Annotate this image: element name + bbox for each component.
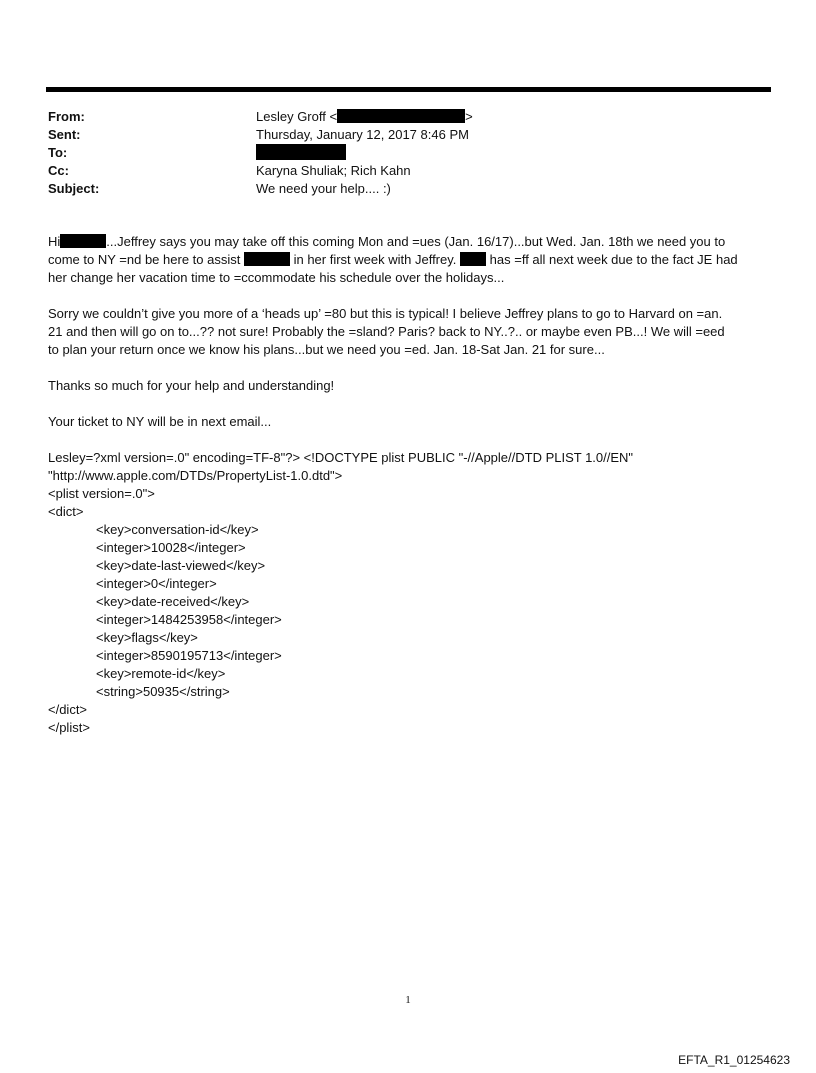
subject-row <box>48 180 768 198</box>
code-line: <key>flags</key> <box>96 630 198 645</box>
code-line: <integer>8590195713</integer> <box>96 648 282 663</box>
body-text: has =ff all next week due to the fact JE had <box>489 252 738 267</box>
to-row <box>48 144 768 162</box>
code-line: <key>date-last-viewed</key> <box>96 558 266 573</box>
code-line: <plist version=.0"> <box>48 486 155 501</box>
greeting: Hi <box>48 234 61 249</box>
code-line: <integer>0</integer> <box>96 576 217 591</box>
cc-label: Cc: <box>48 163 69 178</box>
from-close: > <box>465 109 473 124</box>
subject-label: Subject: <box>48 181 100 196</box>
code-line: <dict> <box>48 504 84 519</box>
code-line: Lesley=?xml version=.0" encoding=TF-8"?> <!DOCTYPE plist PUBLIC "-//Apple//DTD PLIST 1.0//EN" <box>48 450 634 465</box>
code-line: <integer>1484253958</integer> <box>96 612 282 627</box>
code-line: <key>date-received</key> <box>96 594 250 609</box>
paragraph-2 <box>48 305 773 359</box>
body-text: in her first week with Jeffrey. <box>293 252 457 267</box>
cc-value: Karyna Shuliak; Rich Kahn <box>256 163 411 178</box>
redaction-box <box>244 252 290 266</box>
body-text: come to NY =nd be here to assist <box>48 252 241 267</box>
to-value <box>256 144 346 163</box>
code-line: <key>conversation-id</key> <box>96 522 259 537</box>
redaction-box <box>460 252 486 266</box>
code-line: <integer>10028</integer> <box>96 540 246 555</box>
code-line: <string>50935</string> <box>96 684 230 699</box>
sent-value: Thursday, January 12, 2017 8:46 PM <box>256 127 469 142</box>
email-header <box>48 108 768 198</box>
from-value <box>256 108 473 126</box>
body-text: to plan your return once we know his plans...but we need you =ed. Jan. 18-Sat Jan. 21 for sure... <box>48 342 605 357</box>
from-name: Lesley Groff < <box>256 109 338 124</box>
header-rule <box>46 87 771 92</box>
page-number: 1 <box>405 994 411 1006</box>
subject-value: We need your help.... :) <box>256 181 391 196</box>
redaction-box <box>256 144 346 160</box>
body-text: 21 and then will go on to...?? not sure! Probably the =sland? Paris? back to NY..?.. or maybe even PB...! We will =eed <box>48 324 725 339</box>
body-text: Sorry we couldn’t give you more of a ‘heads up’ =80 but this is typical! I believe Jeffrey plans to go to Harvard on =an. <box>48 306 723 321</box>
paragraph-4: Your ticket to NY will be in next email... <box>48 414 272 429</box>
sent-label: Sent: <box>48 127 81 142</box>
code-line: </plist> <box>48 720 90 735</box>
paragraph-1 <box>48 233 773 287</box>
body-text: ...Jeffrey says you may take off this coming Mon and =ues (Jan. 16/17)...but Wed. Jan. 18th we need you to <box>106 234 726 249</box>
plist-code <box>48 449 633 737</box>
paragraph-3: Thanks so much for your help and understanding! <box>48 378 335 393</box>
from-label: From: <box>48 109 85 124</box>
code-line: "http://www.apple.com/DTDs/PropertyList-1.0.dtd"> <box>48 468 343 483</box>
document-id: EFTA_R1_01254623 <box>678 1053 790 1067</box>
code-line: <key>remote-id</key> <box>96 666 226 681</box>
redaction-box <box>337 109 465 123</box>
redaction-box <box>60 234 106 248</box>
from-row <box>48 108 768 126</box>
email-body <box>48 233 773 449</box>
body-text: her change her vacation time to =ccommodate his schedule over the holidays... <box>48 270 505 285</box>
code-line: </dict> <box>48 702 88 717</box>
sent-row <box>48 126 768 144</box>
cc-row <box>48 162 768 180</box>
to-label: To: <box>48 145 68 160</box>
